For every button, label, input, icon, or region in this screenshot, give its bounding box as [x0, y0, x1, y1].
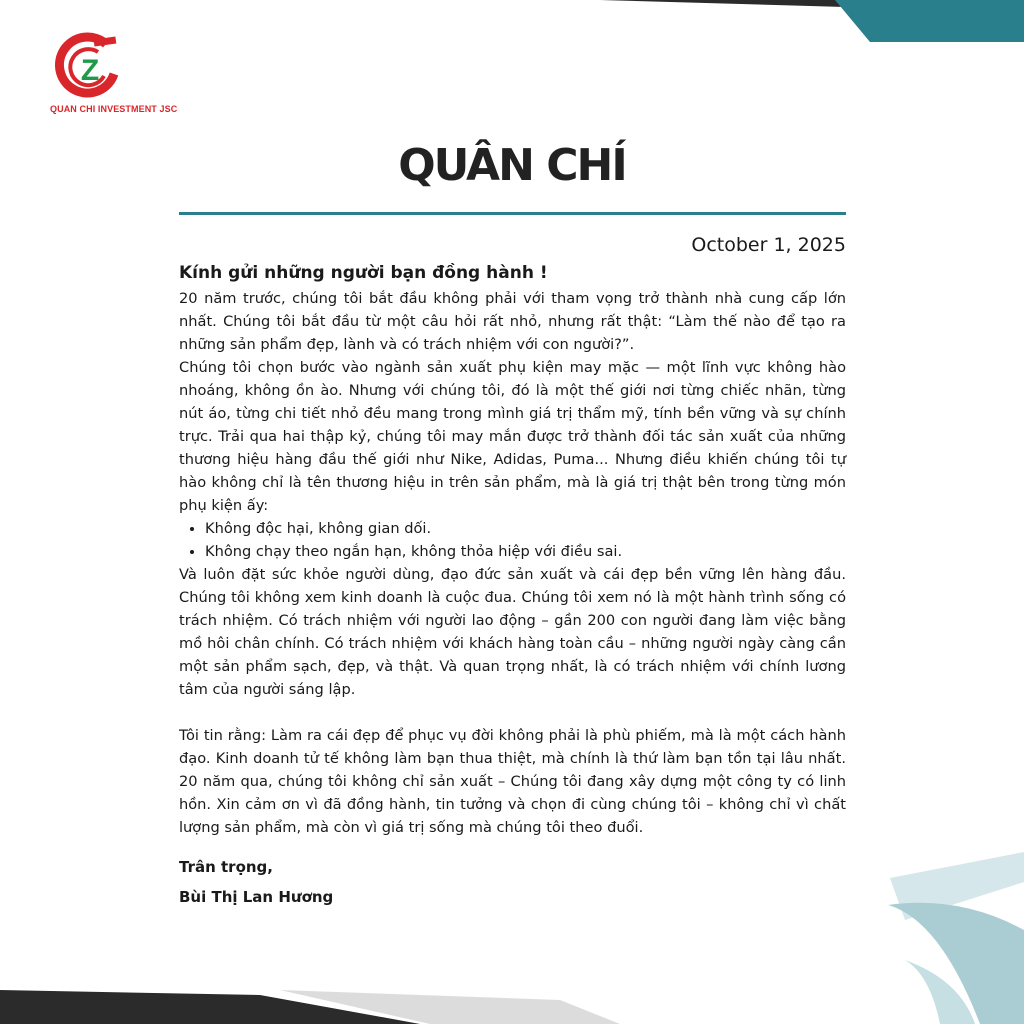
top-dark-stripe — [600, 0, 1024, 22]
paragraph-1: 20 năm trước, chúng tôi bắt đầu không phải với tham vọng trở thành nhà cung cấp lớn nhất. Chúng tôi bắt đầu từ một câu hỏi rất nhỏ, nhưng rất thật: “Làm thế nào để tạo ra những sản phẩm đẹp, lành và có trách nhiệm với con người?”. — [179, 290, 846, 353]
swoosh-teal-2 — [888, 903, 1024, 1024]
list-item: • Không độc hại, không gian dối. — [205, 517, 846, 540]
list-item: • Không chạy theo ngắn hạn, không thỏa hiệp với điều sai. — [205, 540, 846, 563]
title-divider — [179, 212, 846, 215]
bottom-gray-band — [280, 990, 620, 1024]
values-list — [179, 517, 846, 563]
swoosh-light-3 — [905, 960, 975, 1024]
logo-letter: Z — [80, 54, 100, 87]
letter-closing-block — [179, 852, 846, 912]
company-logo — [50, 30, 178, 114]
paragraph-2: Chúng tôi chọn bước vào ngành sản xuất phụ kiện may mặc — một lĩnh vực không hào nhoáng, không ồn ào. Nhưng với chúng tôi, đó là một thế giới nơi từng chiếc nhãn, từng nút áo, từng chi tiết nhỏ đều mang trong mình giá trị thẩm mỹ, tính bền vững và sự chính trực. Trải qua hai thập kỷ, chúng tôi may mắn được trở thành đối tác sản xuất của những thương hiệu hàng đầu thế giới như Nike, Adidas, Puma... Nhưng điều khiến chúng tôi tự hào không chỉ là tên thương hiệu in trên sản phẩm, mà là giá trị thật bên trong từng món phụ kiện ấy: — [179, 359, 846, 514]
paragraph-4: Tôi tin rằng: Làm ra cái đẹp để phục vụ đời không phải là phù phiếm, mà là một cách hành đạo. Kinh doanh tử tế không làm bạn thua thiệt, mà chính là thứ làm bạn tồn tại lâu nhất. 20 năm qua, chúng tôi không chỉ sản xuất – Chúng tôi đang xây dựng một công ty có linh hồn. Xin cảm ơn vì đã đồng hành, tin tưởng và chọn đi cùng chúng tôi – không chỉ vì chất lượng sản phẩm, mà còn vì giá trị sống mà chúng tôi theo đuổi. — [179, 727, 846, 836]
swoosh-light-1 — [890, 852, 1024, 920]
signature-name: Bùi Thị Lan Hương — [179, 888, 334, 906]
paragraph-spacer — [179, 701, 846, 724]
bottom-dark-band — [0, 990, 420, 1024]
logo-emblem-icon — [52, 30, 124, 102]
letter-greeting: Kính gửi những người bạn đồng hành ! — [179, 263, 548, 283]
page-title: QUÂN CHÍ — [398, 140, 626, 191]
top-teal-band — [835, 0, 1024, 42]
closing-salutation: Trân trọng, — [179, 858, 273, 876]
letter-body — [179, 262, 846, 912]
logo-company-name: QUAN CHI INVESTMENT JSC — [50, 104, 178, 114]
letter-date: October 1, 2025 — [691, 234, 846, 256]
paragraph-3: Và luôn đặt sức khỏe người dùng, đạo đức sản xuất và cái đẹp bền vững lên hàng đầu. Chúng tôi không xem kinh doanh là cuộc đua. Chúng tôi xem nó là một hành trình sống có trách nhiệm. Có trách nhiệm với người lao động – gần 200 con người đang làm việc bằng mồ hôi chân chính. Có trách nhiệm với khách hàng toàn cầu – những người ngày càng cần một sản phẩm sạch, đẹp, và thật. Và quan trọng nhất, là có trách nhiệm với chính lương tâm của người sáng lập. — [179, 566, 846, 698]
